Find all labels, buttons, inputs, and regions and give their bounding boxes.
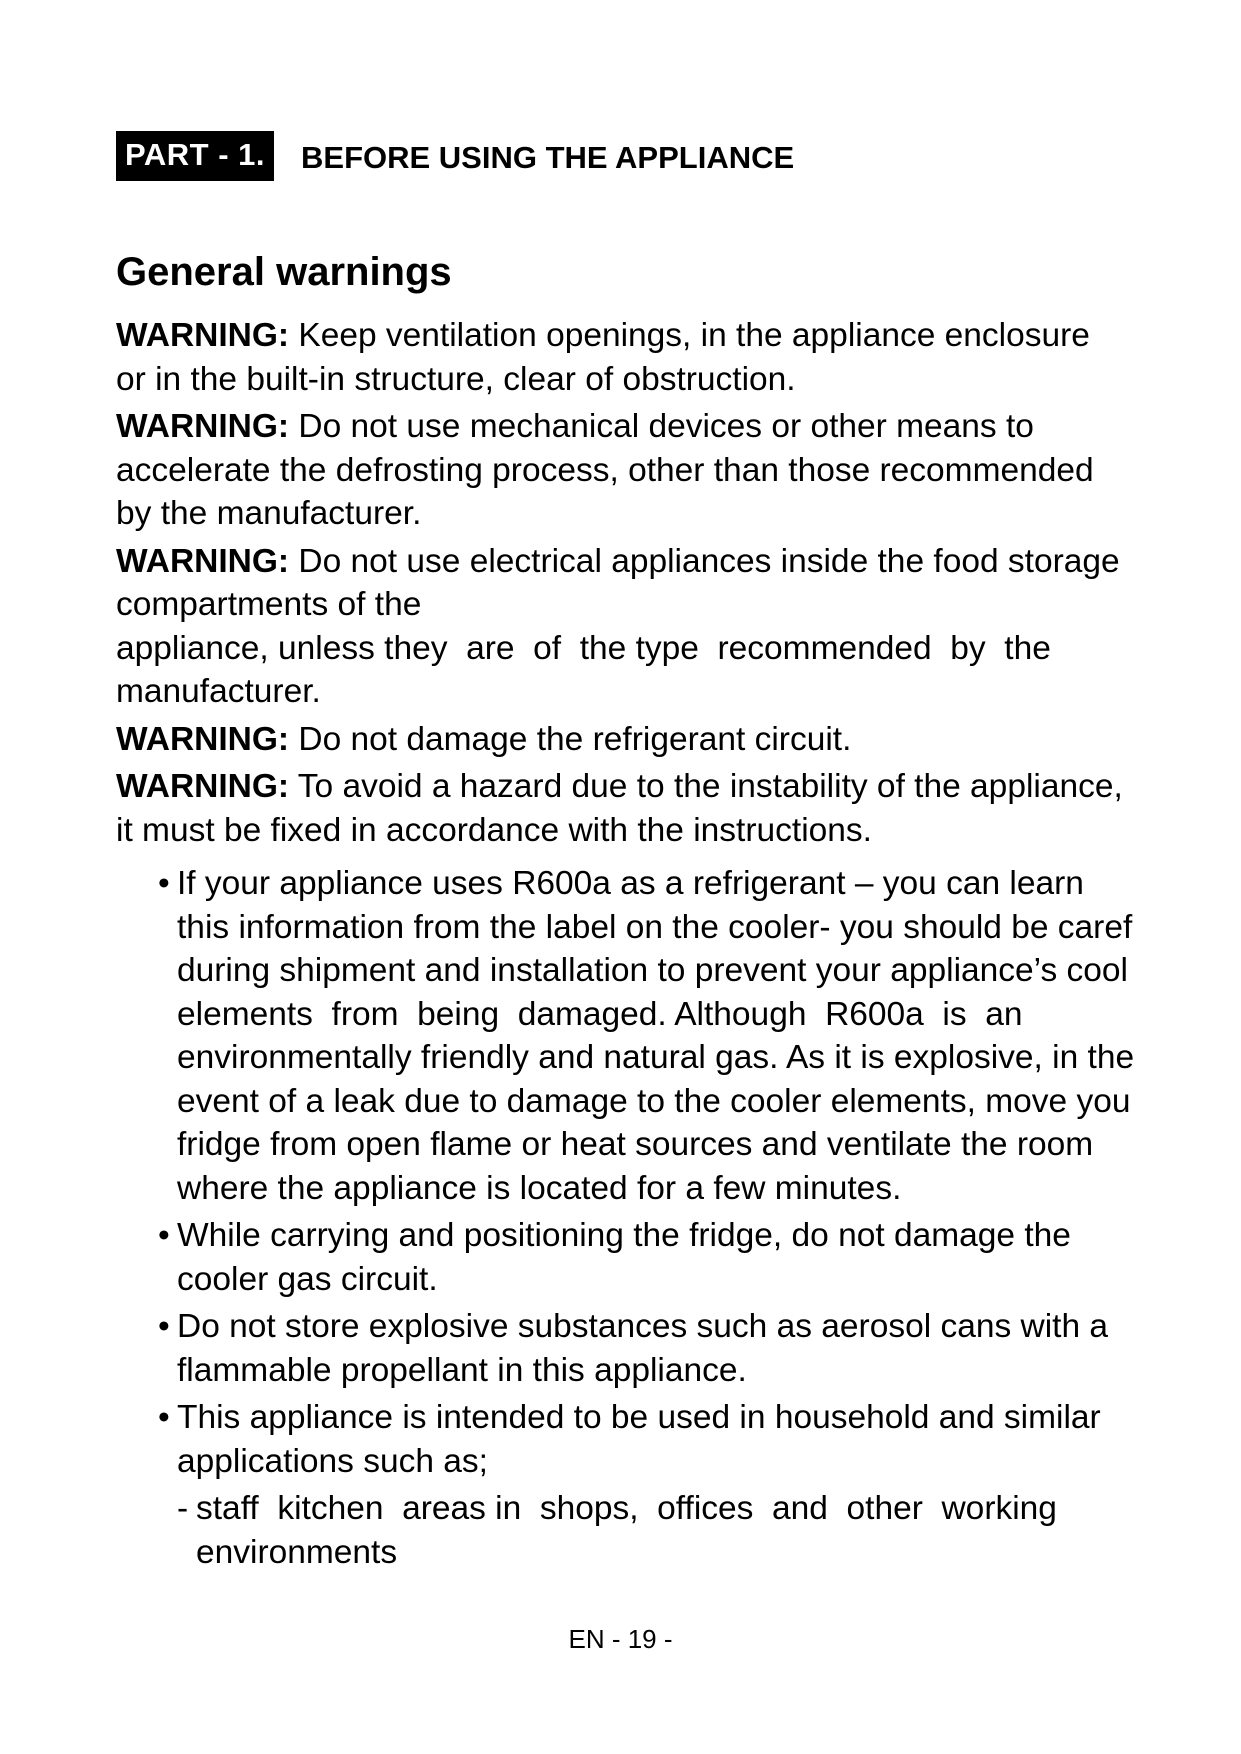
text-line: where the appliance is located for a few minutes. <box>177 1169 902 1207</box>
text-line: by the manufacturer. <box>116 495 422 532</box>
warning-label: WARNING: <box>116 317 290 354</box>
warning-text: Do not use electrical appliances inside the food storage <box>289 542 1120 580</box>
document-body <box>116 314 1241 1574</box>
warning-label: WARNING: <box>116 720 290 758</box>
sub-list-item <box>116 1487 1241 1574</box>
text-line: appliance, unless they are of the type recommended by the <box>116 629 1051 667</box>
text-line: or in the built-in structure, clear of obstruction. <box>116 360 796 398</box>
warning-label: WARNING: <box>116 768 290 805</box>
text-line <box>116 540 1241 584</box>
text-line: it must be fixed in accordance with the instructions. <box>116 811 872 849</box>
warning-label: WARNING: <box>116 542 290 580</box>
text-line: elements from being damaged. Although R600a is an <box>177 995 1023 1033</box>
warning-label: WARNING: <box>116 408 290 445</box>
text-line: This appliance is intended to be used in household and similar <box>177 1399 1101 1436</box>
text-line: event of a leak due to damage to the cooler elements, move you <box>177 1082 1131 1120</box>
text-line <box>116 405 1241 449</box>
text-line: cooler gas circuit. <box>177 1260 438 1298</box>
text-line <box>116 765 1241 809</box>
text-line: accelerate the defrosting process, other than those recommended <box>116 451 1094 489</box>
text-line <box>116 314 1241 358</box>
part-title: BEFORE USING THE APPLIANCE <box>301 140 795 175</box>
text-line: If your appliance uses R600a as a refrigerant – you can learn <box>177 865 1084 902</box>
warning-text: To avoid a hazard due to the instability of the appliance, <box>289 768 1123 805</box>
text-line: environmentally friendly and natural gas. As it is explosive, in the <box>177 1039 1135 1076</box>
text-line: environments <box>196 1533 398 1571</box>
text-line: fridge from open flame or heat sources and ventilate the room <box>177 1126 1094 1163</box>
warning-text: Do not damage the refrigerant circuit. <box>289 720 852 758</box>
bullet-icon: • <box>158 1217 170 1254</box>
text-line: While carrying and positioning the fridge, do not damage the <box>177 1217 1071 1254</box>
list-item <box>116 1214 1241 1301</box>
bullet-icon: • <box>158 1399 170 1436</box>
bullet-icon: • <box>158 1308 170 1345</box>
warning-paragraph <box>116 540 1241 714</box>
bullet-list <box>116 862 1241 1483</box>
part-badge: PART - 1. <box>116 131 274 181</box>
text-line: this information from the label on the cooler- you should be caref <box>177 908 1133 946</box>
text-line: manufacturer. <box>116 673 321 710</box>
warning-paragraph <box>116 765 1241 852</box>
warning-text: Keep ventilation openings, in the appliance enclosure <box>289 317 1090 354</box>
section-title: General warnings <box>116 250 452 294</box>
warning-paragraph <box>116 405 1241 536</box>
page-number: EN - 19 - <box>568 1624 673 1654</box>
warning-text: Do not use mechanical devices or other means to <box>289 408 1034 445</box>
text-line: compartments of the <box>116 586 422 623</box>
list-item <box>116 1305 1241 1392</box>
text-line: during shipment and installation to prevent your appliance’s cool <box>177 952 1129 989</box>
dash-icon: - <box>177 1490 189 1527</box>
part-header <box>116 131 794 181</box>
list-item <box>116 1396 1241 1483</box>
text-line <box>116 718 1241 762</box>
warning-paragraph <box>116 718 1241 762</box>
text-line: staff kitchen areas in shops, offices and other working <box>196 1490 1057 1527</box>
text-line: Do not store explosive substances such as aerosol cans with a <box>177 1308 1109 1345</box>
text-line: flammable propellant in this appliance. <box>177 1351 747 1389</box>
text-line: applications such as; <box>177 1442 488 1480</box>
bullet-icon: • <box>158 865 170 902</box>
warning-paragraph <box>116 314 1241 401</box>
list-item <box>116 862 1241 1210</box>
